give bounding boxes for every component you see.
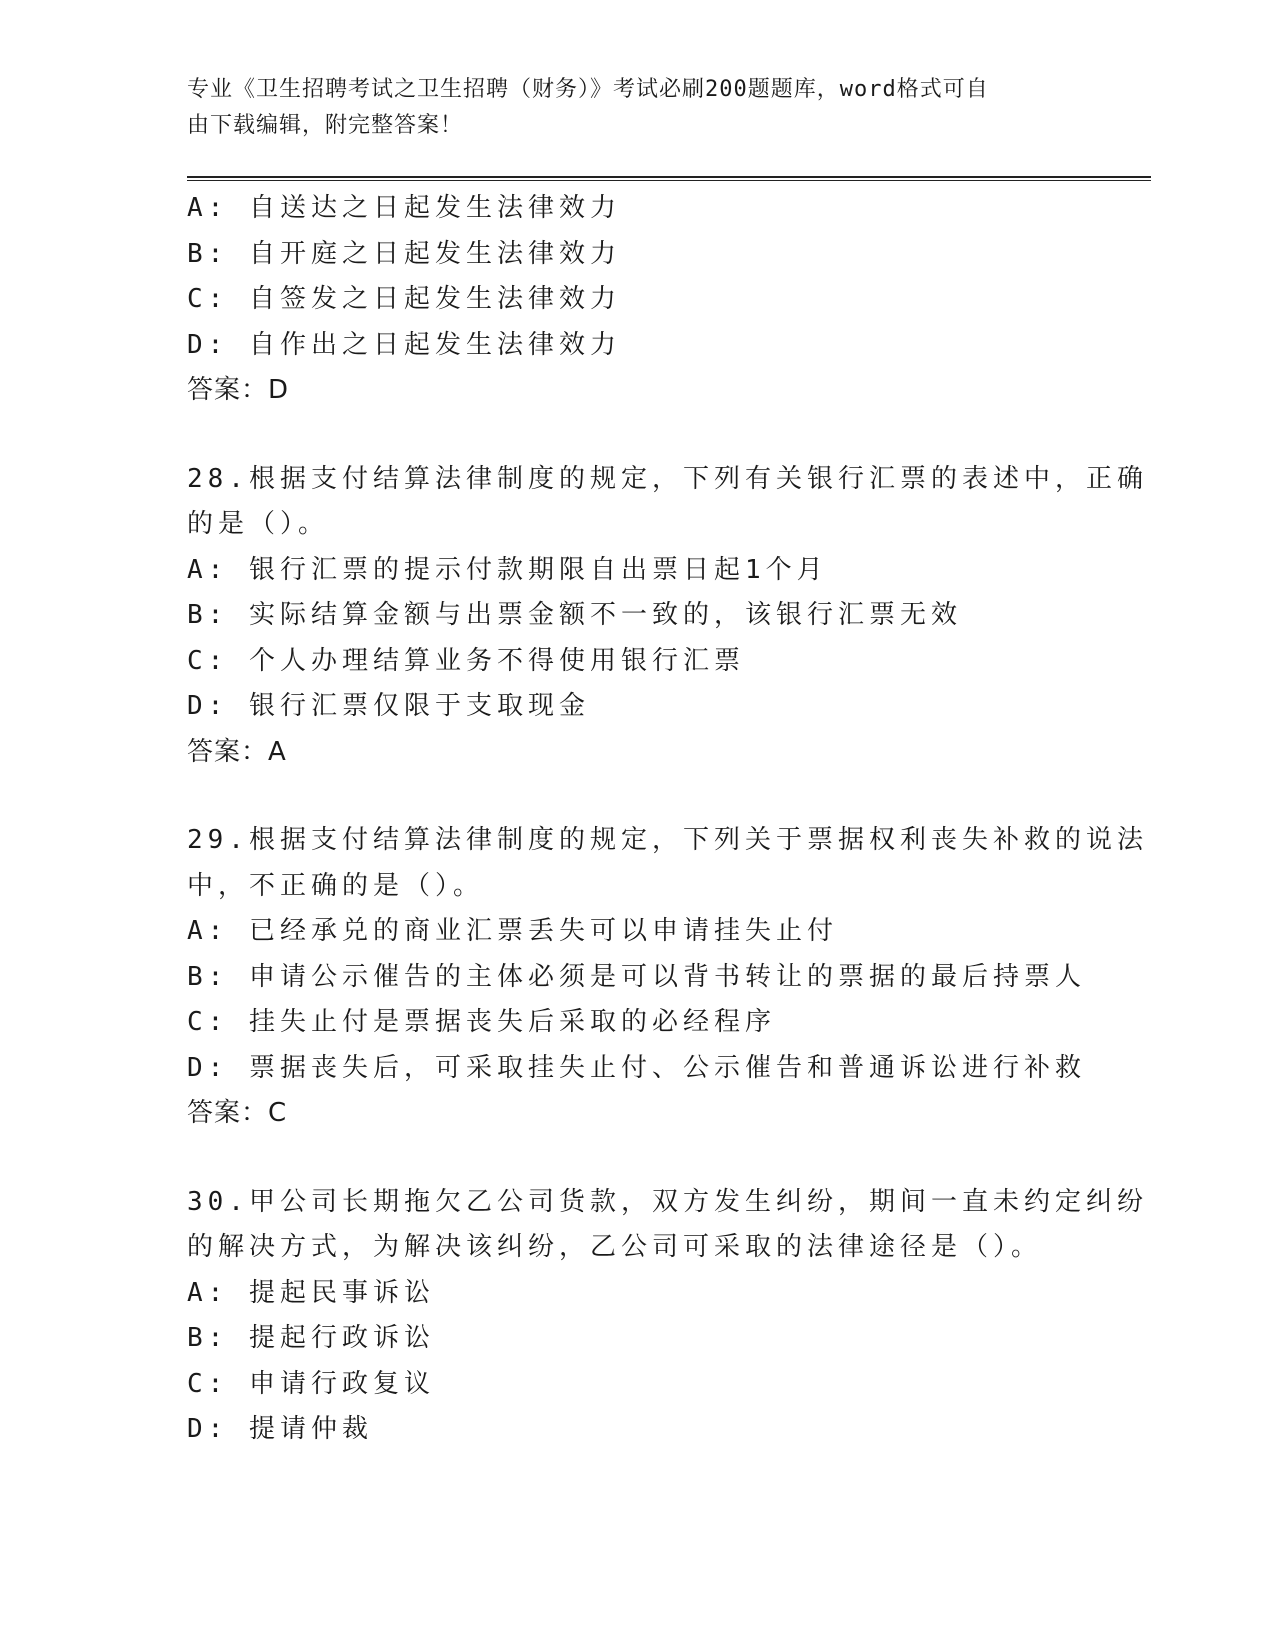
document-header [187,72,1067,144]
header-line-2: 由下载编辑，附完整答案！ [187,113,464,138]
spacer [187,1137,1087,1180]
answer-line: 答案：C [187,1098,288,1128]
option-a: A: 银行汇票的提示付款期限自出票日起1个月 [187,554,828,585]
option-a: A: 提起民事诉讼 [187,1277,435,1308]
question-28 [187,457,1148,776]
option-b: B: 自开庭之日起发生法律效力 [187,238,621,269]
question-list [187,186,1148,1453]
option-c: C: 申请行政复议 [187,1368,435,1399]
option-c: C: 个人办理结算业务不得使用银行汇票 [187,645,745,676]
spacer [187,775,1087,818]
option-a: A: 已经承兑的商业汇票丢失可以申请挂失止付 [187,916,838,946]
question-stem-line-2: 中，不正确的是（）。 [187,870,485,901]
option-c: C: 自签发之日起发生法律效力 [187,284,621,314]
question-stem-line-1: 29.根据支付结算法律制度的规定，下列关于票据权利丧失补救的说法 [187,825,1148,855]
header-line-1: 专业《卫生招聘考试之卫生招聘（财务）》考试必刷200题题库，word格式可自 [187,77,989,102]
question-stem-line-1: 28.根据支付结算法律制度的规定，下列有关银行汇票的表述中，正确 [187,463,1148,494]
option-c: C: 挂失止付是票据丧失后采取的必经程序 [187,1007,776,1037]
option-d: D: 提请仲裁 [187,1414,373,1444]
option-b: B: 实际结算金额与出票金额不一致的，该银行汇票无效 [187,600,962,630]
option-d: D: 银行汇票仅限于支取现金 [187,691,590,721]
option-d: D: 票据丧失后，可采取挂失止付、公示催告和普通诉讼进行补救 [187,1052,1086,1083]
option-b: B: 提起行政诉讼 [187,1323,435,1353]
question-stem-line-1: 30.甲公司长期拖欠乙公司货款，双方发生纠纷，期间一直未约定纠纷 [187,1186,1148,1217]
spacer [187,414,1087,457]
answer-line: 答案：D [187,375,290,405]
answer-line: 答案：A [187,736,287,767]
option-a: A: 自送达之日起发生法律效力 [187,193,621,223]
question-27 [187,186,1087,414]
header-divider [187,176,1151,181]
option-b: B: 申请公示催告的主体必须是可以背书转让的票据的最后持票人 [187,961,1086,992]
option-d: D: 自作出之日起发生法律效力 [187,329,621,360]
question-stem-line-2: 的是（）。 [187,509,330,539]
question-29 [187,818,1148,1137]
question-stem-line-2: 的解决方式，为解决该纠纷，乙公司可采取的法律途径是（）。 [187,1232,1043,1262]
question-30 [187,1180,1148,1453]
